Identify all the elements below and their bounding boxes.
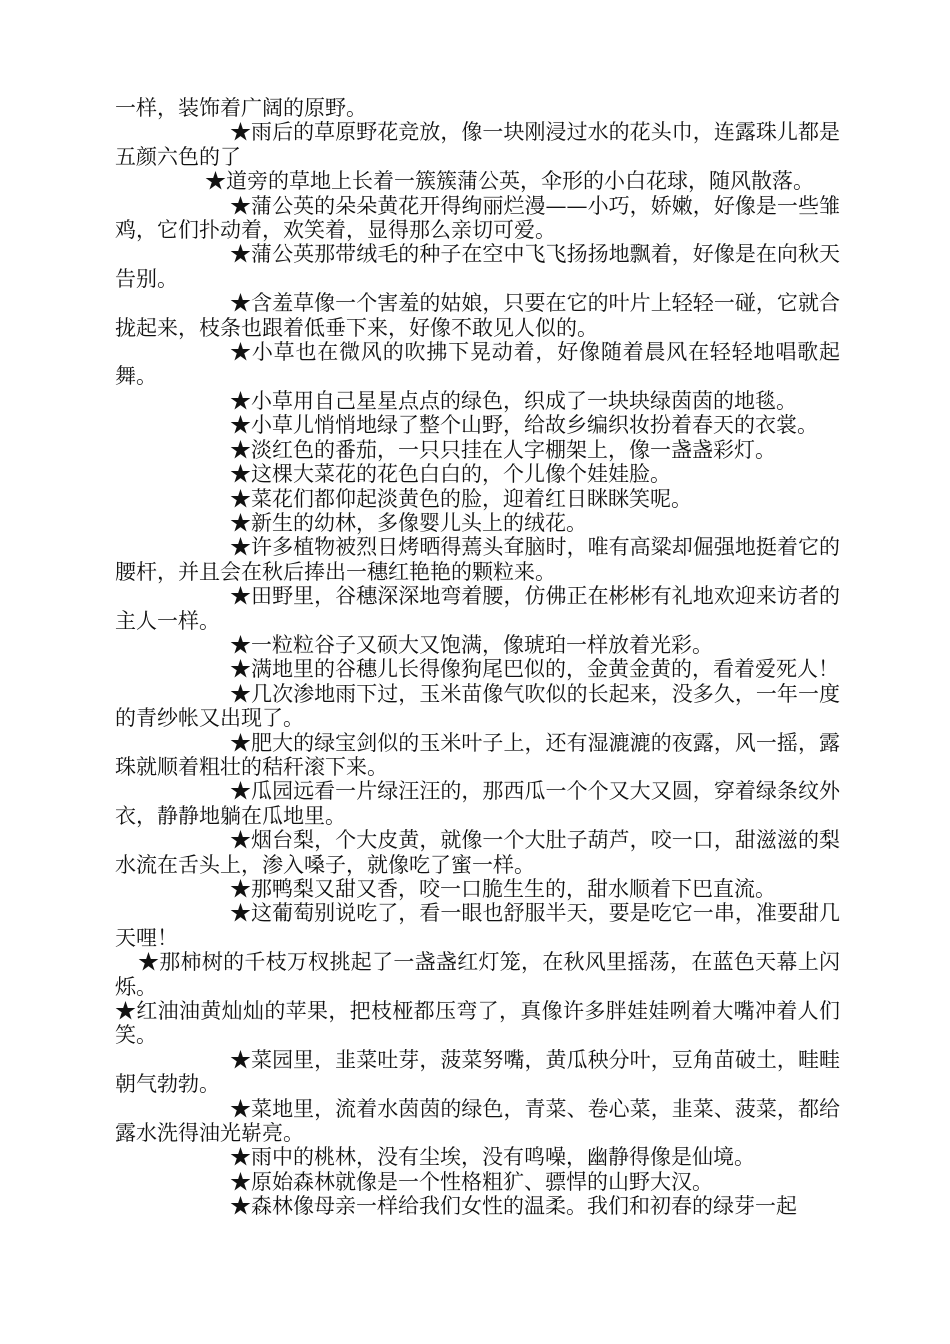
paragraph: ★几次渗地雨下过，玉米苗像气吹似的长起来，没多久，一年一度的青纱帐又出现了。 — [115, 681, 840, 731]
paragraph: ★田野里，谷穗深深地弯着腰，仿佛正在彬彬有礼地欢迎来访者的主人一样。 — [115, 584, 840, 633]
paragraph: ★小草用自己星星点点的绿色，织成了一块块绿茵茵的地毯。 — [230, 388, 797, 413]
paragraph: ★淡红色的番茄，一只只挂在人字棚架上，像一盏盏彩灯。 — [230, 437, 776, 462]
paragraph: ★小草儿悄悄地绿了整个山野，给故乡编织妆扮着春天的衣裳。 — [230, 413, 818, 438]
paragraph: ★一粒粒谷子又硕大又饱满，像琥珀一样放着光彩。 — [230, 632, 713, 657]
document-body — [115, 96, 840, 1219]
paragraph: ★菜花们都仰起淡黄色的脸，迎着红日眯眯笑呢。 — [230, 486, 692, 511]
paragraph: ★菜园里，韭菜吐芽，菠菜努嘴，黄瓜秧分叶，豆角苗破土，畦畦朝气勃勃。 — [115, 1047, 840, 1097]
paragraph: ★原始森林就像是一个性格粗犷、骠悍的山野大汉。 — [230, 1169, 713, 1194]
paragraph: ★蒲公英那带绒毛的种子在空中飞飞扬扬地飘着，好像是在向秋天告别。 — [115, 242, 840, 291]
paragraph: ★雨中的桃林，没有尘埃，没有鸣噪，幽静得像是仙境。 — [230, 1145, 755, 1170]
paragraph: ★道旁的草地上长着一簇簇蒲公英，伞形的小白花球，随风散落。 — [205, 169, 814, 194]
paragraph: ★瓜园远看一片绿汪汪的，那西瓜一个个又大又圆，穿着绿条纹外衣，静静地躺在瓜地里。 — [115, 779, 840, 828]
paragraph: ★那柿树的千枝万杈挑起了一盏盏红灯笼，在秋风里摇荡，在蓝色天幕上闪烁。 — [115, 950, 840, 999]
paragraph: ★那鸭梨又甜又香，咬一口脆生生的，甜水顺着下巴直流。 — [230, 877, 776, 901]
paragraph: ★红油油黄灿灿的苹果，把枝桠都压弯了，真像许多胖娃娃咧着大嘴冲着人们笑。 — [115, 999, 840, 1048]
paragraph: ★含羞草像一个害羞的姑娘，只要在它的叶片上轻轻一碰，它就合拢起来，枝条也跟着低垂下来，好像不敢见人似的。 — [115, 291, 840, 340]
paragraph: ★肥大的绿宝剑似的玉米叶子上，还有湿漉漉的夜露，风一摇，露珠就顺着粗壮的秸秆滚下来。 — [115, 730, 840, 779]
paragraph: ★蒲公英的朵朵黄花开得绚丽烂漫——小巧，娇嫩，好像是一些雏鸡，它们扑动着，欢笑着，显得那么亲切可爱。 — [115, 193, 840, 243]
paragraph: ★满地里的谷穗儿长得像狗尾巴似的，金黄金黄的，看着爱死人！ — [230, 657, 839, 682]
paragraph: ★这葡萄别说吃了，看一眼也舒服半天，要是吃它一串，准要甜几天哩！ — [115, 901, 840, 950]
paragraph: ★许多植物被烈日烤晒得蔫头耷脑时，唯有高粱却倔强地挺着它的腰杆，并且会在秋后捧出一穗红艳艳的颗粒来。 — [115, 535, 840, 584]
paragraph: ★这棵大菜花的花色白白的，个儿像个娃娃脸。 — [230, 462, 671, 487]
paragraph: ★烟台梨，个大皮黄，就像一个大肚子葫芦，咬一口，甜滋滋的梨水流在舌头上，渗入嗓子，就像吃了蜜一样。 — [115, 828, 840, 877]
paragraph: ★新生的幼林，多像婴儿头上的绒花。 — [230, 510, 587, 535]
paragraph: ★森林像母亲一样给我们女性的温柔。我们和初春的绿芽一起 — [230, 1194, 797, 1219]
paragraph: ★小草也在微风的吹拂下晃动着，好像随着晨风在轻轻地唱歌起舞。 — [115, 340, 840, 389]
paragraph: ★雨后的草原野花竞放，像一块刚浸过水的花头巾，连露珠儿都是五颜六色的了 — [115, 120, 840, 169]
paragraph: 一样，装饰着广阔的原野。 — [115, 96, 367, 120]
paragraph: ★菜地里，流着水茵茵的绿色，青菜、卷心菜，韭菜、菠菜，都给露水洗得油光崭亮。 — [115, 1096, 840, 1146]
